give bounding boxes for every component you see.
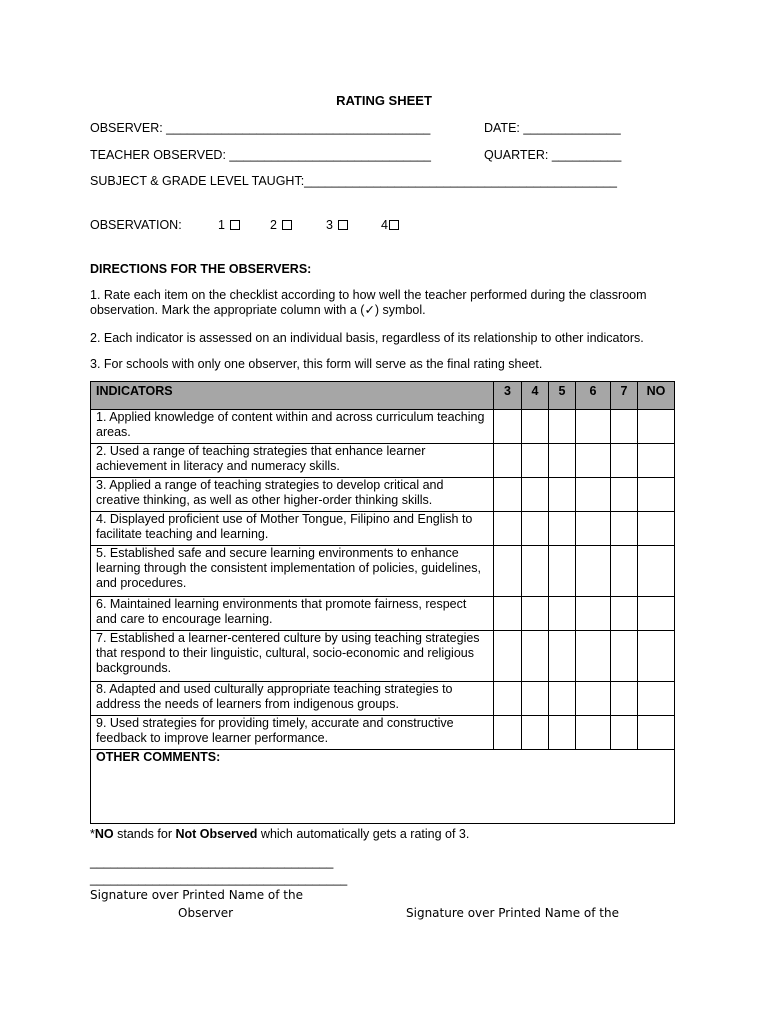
rating-cell[interactable] bbox=[522, 546, 549, 597]
observation-option-3[interactable]: 3 bbox=[326, 218, 348, 232]
rating-cell[interactable] bbox=[522, 444, 549, 478]
rating-cell[interactable] bbox=[549, 716, 576, 750]
quarter-field[interactable]: QUARTER: __________ bbox=[484, 148, 622, 162]
indicator-text: 4. Displayed proficient use of Mother Tongue, Filipino and English to facilitate teaching and learning. bbox=[91, 512, 494, 546]
rating-cell[interactable] bbox=[522, 597, 549, 631]
rating-cell[interactable] bbox=[611, 410, 638, 444]
rating-cell[interactable] bbox=[611, 478, 638, 512]
rating-cell[interactable] bbox=[494, 478, 522, 512]
teacher-observed-field[interactable]: TEACHER OBSERVED: _____________________________ bbox=[90, 148, 431, 162]
rating-cell[interactable] bbox=[522, 631, 549, 682]
observer-label: Observer bbox=[178, 906, 234, 920]
date-field[interactable]: DATE: ______________ bbox=[484, 121, 621, 135]
rating-cell[interactable] bbox=[494, 546, 522, 597]
indicator-text: 3. Applied a range of teaching strategies to develop critical and creative thinking, as well as other higher-order thinking skills. bbox=[91, 478, 494, 512]
rating-cell[interactable] bbox=[576, 682, 611, 716]
column-7-header: 7 bbox=[611, 382, 638, 410]
rating-cell[interactable] bbox=[576, 716, 611, 750]
rating-cell[interactable] bbox=[611, 716, 638, 750]
indicator-text: 6. Maintained learning environments that promote fairness, respect and care to encourage learning. bbox=[91, 597, 494, 631]
checkbox-1[interactable] bbox=[230, 220, 240, 230]
table-row bbox=[91, 478, 675, 512]
observation-option-4[interactable]: 4 bbox=[381, 218, 399, 232]
checkbox-2[interactable] bbox=[282, 220, 292, 230]
table-row bbox=[91, 410, 675, 444]
indicator-text: 1. Applied knowledge of content within and across curriculum teaching areas. bbox=[91, 410, 494, 444]
rating-cell[interactable] bbox=[522, 682, 549, 716]
observation-option-2[interactable]: 2 bbox=[270, 218, 292, 232]
rating-cell[interactable] bbox=[494, 444, 522, 478]
table-header-row bbox=[91, 382, 675, 410]
table-row bbox=[91, 597, 675, 631]
rating-cell[interactable] bbox=[549, 631, 576, 682]
rating-cell[interactable] bbox=[638, 682, 675, 716]
rating-cell[interactable] bbox=[638, 631, 675, 682]
direction-item-1: 1. Rate each item on the checklist according to how well the teacher performed during the classroom observation. Mark the appropriate column with a (✓) symbol. bbox=[90, 288, 647, 317]
indicator-text: 2. Used a range of teaching strategies that enhance learner achievement in literacy and numeracy skills. bbox=[91, 444, 494, 478]
rating-cell[interactable] bbox=[611, 597, 638, 631]
column-4-header: 4 bbox=[522, 382, 549, 410]
observation-label: OBSERVATION: bbox=[90, 218, 182, 232]
teacher-signature-label: Signature over Printed Name of the bbox=[406, 906, 619, 920]
observer-field[interactable]: OBSERVER: ______________________________________ bbox=[90, 121, 431, 135]
rating-cell[interactable] bbox=[638, 410, 675, 444]
indicator-text: 5. Established safe and secure learning environments to enhance learning through the consistent implementation of policies, guidelines, and procedures. bbox=[91, 546, 494, 597]
rating-cell[interactable] bbox=[522, 716, 549, 750]
rating-cell[interactable] bbox=[576, 546, 611, 597]
rating-cell[interactable] bbox=[638, 512, 675, 546]
table-row bbox=[91, 546, 675, 597]
rating-cell[interactable] bbox=[576, 444, 611, 478]
rating-cell[interactable] bbox=[549, 546, 576, 597]
rating-cell[interactable] bbox=[638, 716, 675, 750]
other-comments-field[interactable] bbox=[91, 750, 675, 824]
indicator-text: 7. Established a learner-centered culture by using teaching strategies that respond to their linguistic, cultural, socio-economic and religious backgrounds. bbox=[91, 631, 494, 682]
rating-cell[interactable] bbox=[522, 478, 549, 512]
rating-cell[interactable] bbox=[549, 478, 576, 512]
indicators-table bbox=[90, 381, 675, 824]
rating-cell[interactable] bbox=[638, 478, 675, 512]
table-row bbox=[91, 716, 675, 750]
rating-cell[interactable] bbox=[494, 716, 522, 750]
rating-cell[interactable] bbox=[549, 410, 576, 444]
footnote: *NO stands for Not Observed which automatically gets a rating of 3. bbox=[90, 827, 470, 841]
checkbox-4[interactable] bbox=[389, 220, 399, 230]
signature-line-1[interactable]: ___________________________________ bbox=[90, 855, 334, 869]
other-comments-label: OTHER COMMENTS: bbox=[96, 750, 221, 764]
rating-cell[interactable] bbox=[494, 631, 522, 682]
rating-cell[interactable] bbox=[638, 444, 675, 478]
rating-cell[interactable] bbox=[611, 444, 638, 478]
direction-item-3: 3. For schools with only one observer, this form will serve as the final rating sheet. bbox=[90, 357, 543, 371]
rating-cell[interactable] bbox=[522, 512, 549, 546]
rating-cell[interactable] bbox=[611, 512, 638, 546]
rating-cell[interactable] bbox=[576, 410, 611, 444]
column-no-header: NO bbox=[638, 382, 675, 410]
observation-option-1[interactable]: 1 bbox=[218, 218, 240, 232]
rating-cell[interactable] bbox=[494, 682, 522, 716]
rating-cell[interactable] bbox=[611, 546, 638, 597]
indicator-text: 9. Used strategies for providing timely, accurate and constructive feedback to improve learner performance. bbox=[91, 716, 494, 750]
observer-signature-label: Signature over Printed Name of the bbox=[90, 888, 303, 902]
table-row bbox=[91, 512, 675, 546]
directions-title: DIRECTIONS FOR THE OBSERVERS: bbox=[90, 262, 312, 276]
rating-cell[interactable] bbox=[522, 410, 549, 444]
column-5-header: 5 bbox=[549, 382, 576, 410]
direction-item-2: 2. Each indicator is assessed on an individual basis, regardless of its relationship to other indicators. bbox=[90, 331, 644, 345]
indicator-text: 8. Adapted and used culturally appropriate teaching strategies to address the needs of learners from indigenous groups. bbox=[91, 682, 494, 716]
rating-cell[interactable] bbox=[494, 597, 522, 631]
rating-cell[interactable] bbox=[611, 631, 638, 682]
checkbox-3[interactable] bbox=[338, 220, 348, 230]
indicators-header: INDICATORS bbox=[91, 382, 494, 410]
rating-cell[interactable] bbox=[576, 478, 611, 512]
rating-cell[interactable] bbox=[549, 597, 576, 631]
subject-grade-field[interactable]: SUBJECT & GRADE LEVEL TAUGHT:_____________________________________________ bbox=[90, 174, 618, 188]
rating-cell[interactable] bbox=[549, 682, 576, 716]
rating-cell[interactable] bbox=[638, 546, 675, 597]
comments-row bbox=[91, 750, 675, 824]
page-title: RATING SHEET bbox=[336, 93, 432, 108]
rating-cell[interactable] bbox=[576, 631, 611, 682]
column-3-header: 3 bbox=[494, 382, 522, 410]
rating-cell[interactable] bbox=[549, 512, 576, 546]
rating-cell[interactable] bbox=[576, 512, 611, 546]
rating-cell[interactable] bbox=[494, 512, 522, 546]
table-row bbox=[91, 682, 675, 716]
signature-line-2[interactable]: _____________________________________ bbox=[90, 872, 348, 886]
rating-cell[interactable] bbox=[494, 410, 522, 444]
rating-cell[interactable] bbox=[611, 682, 638, 716]
rating-cell[interactable] bbox=[638, 597, 675, 631]
column-6-header: 6 bbox=[576, 382, 611, 410]
table-row bbox=[91, 444, 675, 478]
rating-cell[interactable] bbox=[576, 597, 611, 631]
table-row bbox=[91, 631, 675, 682]
rating-cell[interactable] bbox=[549, 444, 576, 478]
